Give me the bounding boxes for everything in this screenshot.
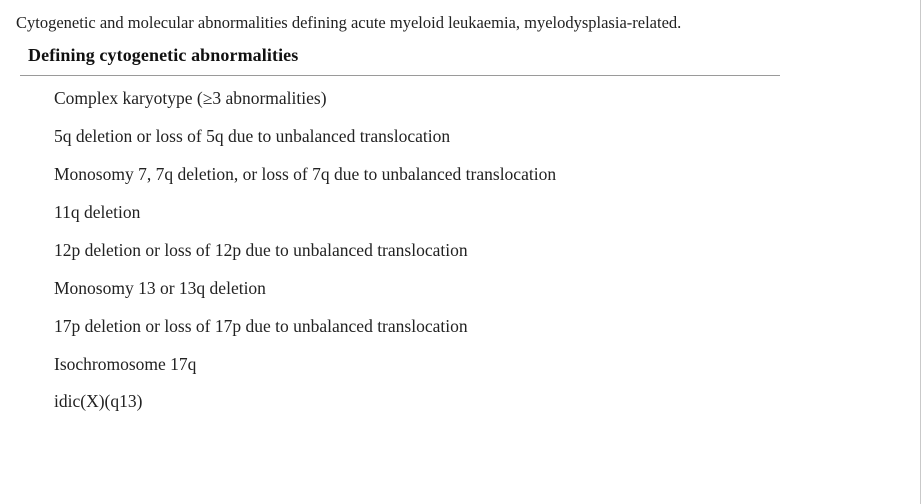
table-row: Monosomy 13 or 13q deletion xyxy=(54,277,266,298)
abnormalities-table xyxy=(20,43,780,421)
table-row: 17p deletion or loss of 17p due to unbalanced translocation xyxy=(54,315,468,336)
table-caption: Cytogenetic and molecular abnormalities defining acute myeloid leukaemia, myelodysplasia-related. xyxy=(16,13,682,32)
table-row: Complex karyotype (≥3 abnormalities) xyxy=(54,88,327,109)
table-row: 5q deletion or loss of 5q due to unbalanced translocation xyxy=(54,126,451,147)
table-row: idic(X)(q13) xyxy=(54,391,143,412)
table-row: 11q deletion xyxy=(54,202,141,223)
table-row: Monosomy 7, 7q deletion, or loss of 7q due to unbalanced translocation xyxy=(54,164,557,185)
table-body xyxy=(20,76,780,421)
table-column-header: Defining cytogenetic abnormalities xyxy=(20,43,780,76)
table-row: 12p deletion or loss of 12p due to unbalanced translocation xyxy=(54,239,468,260)
table-row: Isochromosome 17q xyxy=(54,353,197,374)
